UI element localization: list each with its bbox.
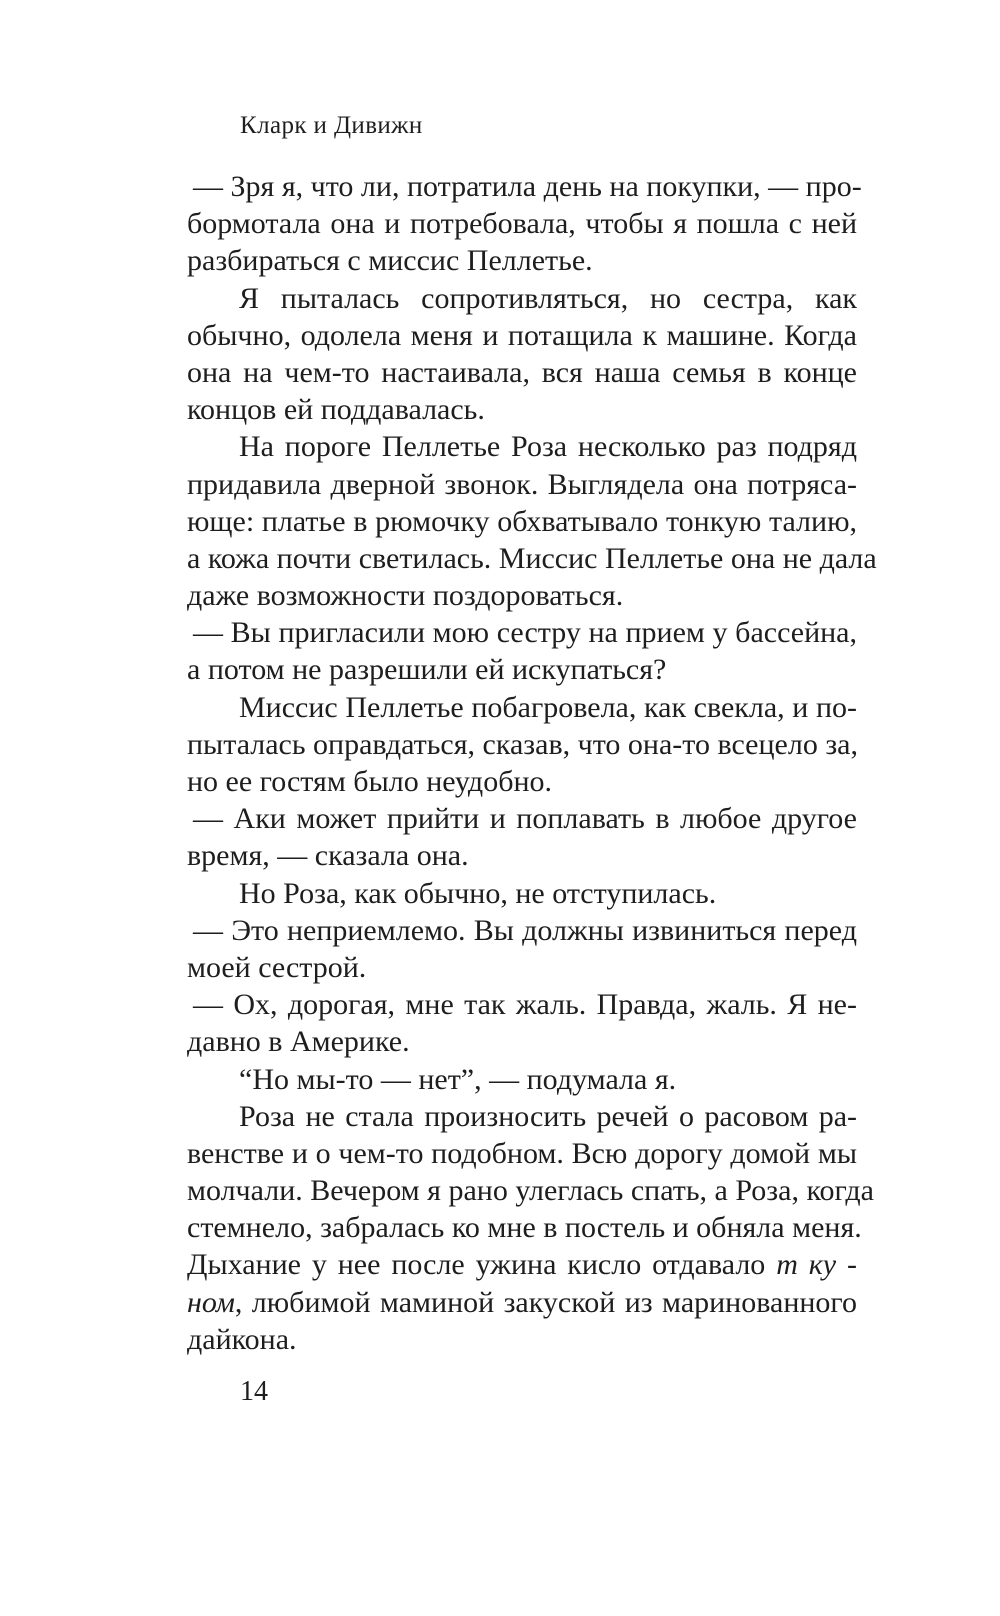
text-fragment: Дыхание у нее после ужина кисло отдавало xyxy=(187,1248,766,1282)
italic-word: т ку - xyxy=(776,1248,858,1282)
text-line: придавила дверной звонок. Выглядела она потряса- xyxy=(187,467,857,501)
text-line: — Ох, дорогая, мне так жаль. Правда, жаль. Я не- xyxy=(193,988,857,1022)
text-line: — Это неприемлемо. Вы должны извиниться перед xyxy=(193,913,857,947)
running-head: Кларк и Дивижн xyxy=(240,112,423,139)
text-line xyxy=(187,1284,857,1321)
text-line xyxy=(187,1246,857,1283)
page-number: 14 xyxy=(240,1376,268,1407)
text-line: — Вы пригласили мою сестру на прием у бассейна, xyxy=(193,616,857,650)
text-line: Роза не стала произносить речей о расовом ра- xyxy=(239,1099,857,1133)
text-line: молчали. Вечером я рано улеглась спать, а Роза, когда xyxy=(187,1174,874,1208)
text-line: “Но мы-то — нет”, — подумала я. xyxy=(239,1062,677,1096)
italic-word: ном xyxy=(187,1285,235,1319)
text-line: Я пыталась сопротивляться, но сестра, как xyxy=(239,281,857,315)
text-line: разбираться с миссис Пеллетье. xyxy=(187,244,593,278)
text-line: а кожа почти светилась. Миссис Пеллетье она не дала xyxy=(187,541,877,575)
text-line: дайкона. xyxy=(187,1322,297,1356)
text-line: — Зря я, что ли, потратила день на покупки, — про- xyxy=(193,170,862,203)
text-line: время, — сказала она. xyxy=(187,839,469,873)
body-text xyxy=(187,168,877,1358)
text-line: Миссис Пеллетье побагровела, как свекла, и по- xyxy=(239,690,857,724)
text-line: стемнело, забралась ко мне в постель и обняла меня. xyxy=(187,1211,862,1245)
text-line: давно в Америке. xyxy=(187,1025,410,1059)
text-line: Но Роза, как обычно, не отступилась. xyxy=(239,876,717,910)
text-line: даже возможности поздороваться. xyxy=(187,579,624,613)
text-line: На пороге Пеллетье Роза несколько раз подряд xyxy=(239,430,857,464)
text-line: юще: платье в рюмочку обхватывало тонкую талию, xyxy=(187,504,857,538)
text-line: но ее гостям было неудобно. xyxy=(187,765,553,798)
text-line: она на чем-то настаивала, вся наша семья в конце xyxy=(187,355,857,389)
text-line: — Аки может прийти и поплавать в любое другое xyxy=(193,802,857,836)
text-line: венстве и о чем-то подобном. Всю дорогу домой мы xyxy=(187,1136,857,1170)
text-fragment: , любимой маминой закуской из маринованного xyxy=(234,1285,857,1319)
text-line: пыталась оправдаться, сказав, что она-то всецело за, xyxy=(187,727,859,761)
text-line: концов ей поддавалась. xyxy=(187,393,485,427)
text-line: обычно, одолела меня и потащила к машине. Когда xyxy=(187,318,857,352)
text-line: моей сестрой. xyxy=(187,950,367,984)
text-line: а потом не разрешили ей искупаться? xyxy=(187,653,667,687)
text-line: бормотала она и потребовала, чтобы я пошла с ней xyxy=(187,207,857,241)
